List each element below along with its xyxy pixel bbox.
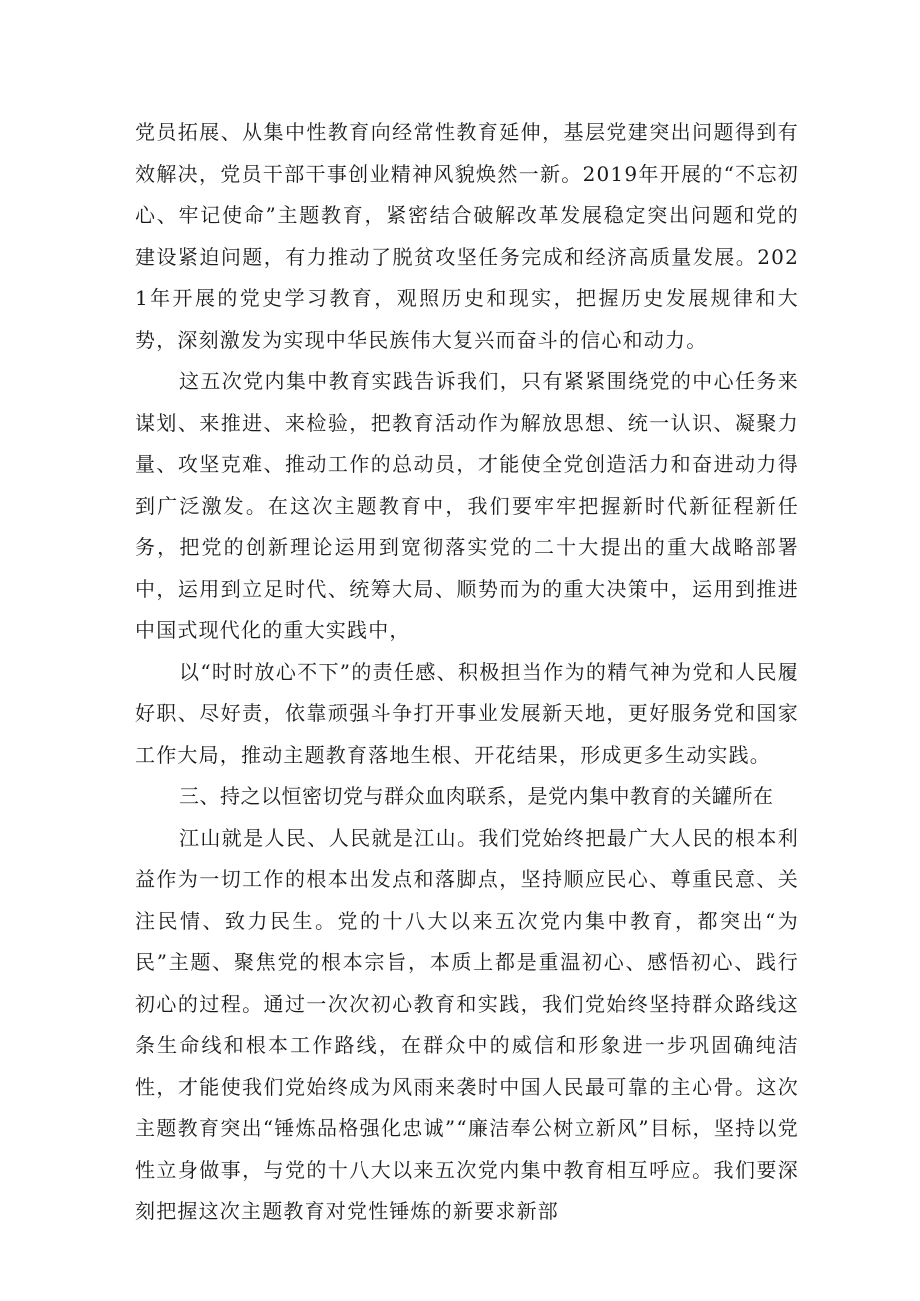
paragraph-continuation: 党员拓展、从集中性教育向经常性教育延伸，基层党建突出问题得到有效解决，党员干部干事创业精神风貌焕然一新。2019年开展的“不忘初心、牢记使命”主题教育，紧密结合破解改革发展稳定突出问题和党的建设紧迫问题，有力推动了脱贫攻坚任务完成和经济高质量发展。2021年开展的党史学习教育，观照历史和现实，把握历史发展规律和大势，深刻激发为实现中华民族伟大复兴而奋斗的信心和动力。 (135, 120, 799, 352)
paragraph-people: 江山就是人民、人民就是江山。我们党始终把最广大人民的根本利益作为一切工作的根本出发点和落脚点，坚持顺应民心、尊重民意、关注民情、致力民生。党的十八大以来五次党内集中教育，都突出“为民”主题、聚焦党的根本宗旨，本质上都是重温初心、感悟初心、践行初心的过程。通过一次次初心教育和实践，我们党始终坚持群众路线这条生命线和根本工作路线，在群众中的威信和形象进一步巩固确纯洁性，才能使我们党始终成为风雨来袭时中国人民最可靠的主心骨。这次主题教育突出“锤炼品格强化忠诚”“廉洁奉公树立新风”目标，坚持以党性立身做事，与党的十八大以来五次党内集中教育相互呼应。我们要深刻把握这次主题教育对党性锤炼的新要求新部 (135, 825, 799, 1223)
paragraph-responsibility: 以“时时放心不下”的责任感、积极担当作为的精气神为党和人民履好职、尽好责，依靠顽强斗争打开事业发展新天地，更好服务党和国家工作大局，推动主题教育落地生根、开花结果，形成更多生动实践。 (135, 659, 799, 767)
paragraph-lessons: 这五次党内集中教育实践告诉我们，只有紧紧围绕党的中心任务来谋划、来推进、来检验，把教育活动作为解放思想、统一认识、凝聚力量、攻坚克难、推动工作的总动员，才能使全党创造活力和奋进动力得到广泛激发。在这次主题教育中，我们要牢牢把握新时代新征程新任务，把党的创新理论运用到宽彻落实党的二十大提出的重大战略部署中，运用到立足时代、统筹大局、顺势而为的重大决策中，运用到推进中国式现代化的重大实践中， (135, 369, 799, 642)
section-heading: 三、持之以恒密切党与群众血肉联系，是党内集中教育的关罐所在 (179, 784, 774, 808)
document-body (135, 112, 799, 1233)
